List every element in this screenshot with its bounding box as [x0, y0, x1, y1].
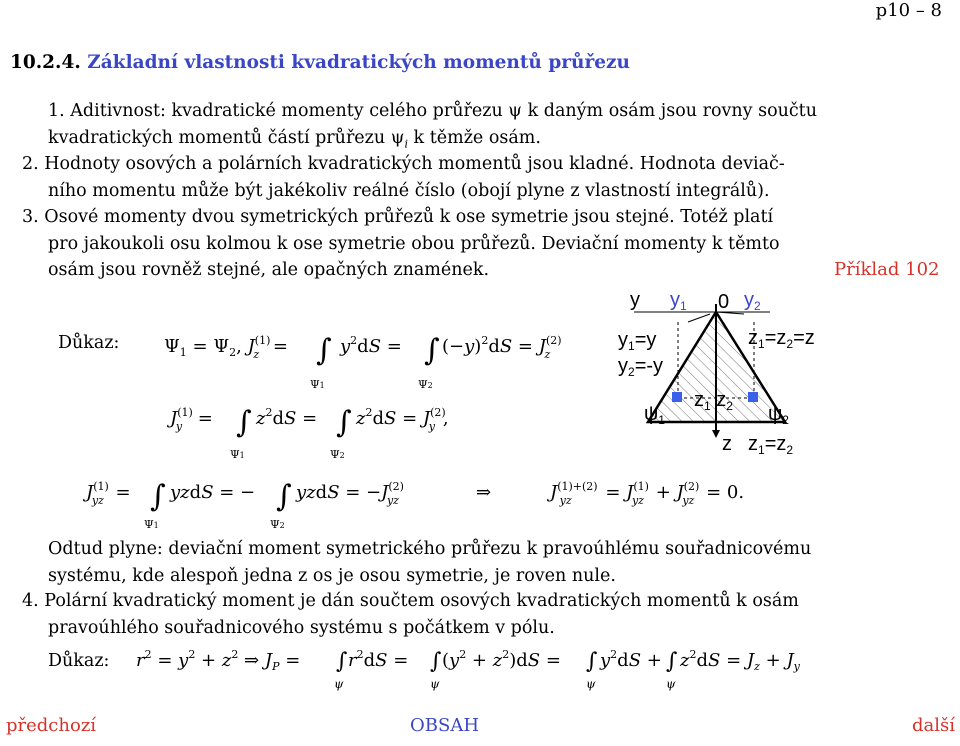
svg-text:J(1)yz =: $J^{(1)}$ yz = [86, 480, 131, 507]
section-number: 10.2.4. [10, 52, 81, 73]
svg-text:∫: ∫ [276, 479, 292, 514]
item-4 [22, 588, 799, 641]
item-1 [48, 98, 828, 158]
svg-text:ψ: ψ [666, 677, 676, 691]
svg-text:Ψ2: Ψ2 [270, 518, 285, 531]
symmetry-figure [610, 282, 830, 462]
svg-text:y2dS =: $y^2dS$ = [340, 334, 402, 357]
svg-text:Ψ2: Ψ2 [330, 448, 345, 461]
svg-text:ψ: ψ [334, 677, 344, 691]
svg-text:z2dS = J(2)y,: $z^2dS = J^{(2)}$ y , [356, 406, 449, 433]
item-1-line-2: kvadratických momentů částí průřezu $\psi_i$ k těmže osám. [48, 127, 541, 150]
label-zero: 0 [718, 291, 730, 313]
item-2-line-1: 2. Hodnoty osových a polárních kvadratických momentů jsou kladné. Hodnota deviač- [22, 154, 785, 174]
element-marker-1 [672, 392, 682, 402]
svg-text:r2dS =: $r^2dS$ = [348, 648, 409, 671]
svg-text:J(1)+(2)yz = J(1)yz + J(2)yz =: $J^{(1)+(2)}$ yz = $J^{(1)}$ yz + $J^{(2)}$ yz = 0. [550, 480, 745, 507]
label-z: z [722, 433, 732, 455]
svg-text:∫: ∫ [316, 333, 332, 368]
conclusion-line-2: systému, kde alespoň jedna z os je osou symetrie, je roven nule. [48, 565, 616, 586]
svg-text:y2dS +: $y^2dS$ + [600, 648, 662, 671]
item-3 [22, 204, 780, 284]
proof-2-equation [130, 640, 830, 696]
proof-1-eq-3 [80, 470, 820, 534]
svg-text:∫: ∫ [150, 479, 166, 514]
svg-text:∫: ∫ [666, 649, 678, 674]
label-y1-eq: $y_1=y$ [618, 329, 657, 353]
svg-text:ψ: ψ [430, 677, 440, 691]
element-marker-2 [748, 392, 758, 402]
svg-text:z2dS =: $z^2dS$ = [256, 406, 318, 429]
label-y2: $y_2$ [744, 289, 761, 313]
nav-next[interactable]: další [912, 715, 956, 736]
svg-text:r2 = y2 + z2 ⇒ JP =: $r^2 = y^2 + z^2$ ⇒ $J_P$ = [136, 648, 301, 673]
svg-text:(−y)2dS = J(2)z: $(-y)^2dS = J^{(2)}$ z [442, 334, 562, 361]
svg-text:∫: ∫ [586, 649, 598, 674]
label-psi2: $\psi_2$ [768, 403, 789, 427]
svg-text:yzdS = −J(2)yz: yzdS = $-J^{(2)}$ yz [296, 480, 404, 507]
section-title: Základní vlastnosti kvadratických momentů průřezu [87, 52, 630, 73]
item-3-line-2: pro jakoukoli osu kolmou k ose symetrie obou průřezů. Deviační momenty k těmto [48, 233, 780, 254]
svg-text:∫: ∫ [424, 333, 440, 368]
nav-previous[interactable]: předchozí [6, 715, 97, 736]
svg-text:∫: ∫ [430, 649, 442, 674]
proof-1-eq-1 [164, 333, 562, 391]
svg-text:Ψ1 = Ψ2, J(1)z =: $\Psi_1 = \Psi_2$, $J^{(1)}$ z = [164, 334, 288, 361]
svg-text:Ψ1: Ψ1 [144, 518, 159, 531]
label-psi1: $\psi_1$ [644, 403, 665, 427]
label-y2-eq: $y_2=-y$ [618, 355, 664, 379]
svg-text:Ψ1: Ψ1 [230, 448, 245, 461]
proof-2-label: Důkaz: [48, 651, 110, 671]
svg-text:⇒: ⇒ [476, 482, 492, 503]
conclusion [48, 536, 811, 589]
svg-text:∫: ∫ [336, 649, 348, 674]
item-2 [22, 151, 785, 204]
label-y1: $y_1$ [670, 289, 687, 313]
section-heading [10, 52, 630, 73]
item-4-line-2: pravoúhlého souřadnicového systému s počátkem v pólu. [48, 617, 555, 638]
item-1-line-1: 1. Aditivnost: kvadratické momenty celého průřezu ψ k daným osám jsou rovny součtu [48, 101, 817, 121]
item-3-line-3: osám jsou rovněž stejné, ale opačných znamének. [48, 260, 490, 280]
svg-text:∫: ∫ [236, 405, 252, 440]
item-4-line-1: 4. Polární kvadratický moment je dán součtem osových kvadratických momentů k osám [22, 591, 799, 611]
svg-text:Ψ1: Ψ1 [310, 378, 325, 391]
svg-text:J(1)y =: $J^{(1)}$ y = [170, 406, 213, 433]
page-number: p10 – 8 [875, 0, 942, 21]
label-z1-z2: $z_1$ $z_2$ [694, 389, 733, 413]
nav-contents[interactable]: OBSAH [410, 715, 480, 736]
conclusion-line-1: Odtud plyne: deviační moment symetrického průřezu k pravoúhlému souřadnicovému [48, 539, 812, 559]
svg-text:z2dS = Jz + Jy: $z^2dS = J_z + J_y$ [680, 648, 800, 673]
item-3-line-1: 3. Osové momenty dvou symetrických průřezů k ose symetrie jsou stejné. Totéž platí [22, 207, 774, 227]
svg-text:(y2 + z2)dS =: $(y^2 + z^2)dS$ = [442, 648, 561, 671]
label-z1z2z: $z_1=z_2=z$ [748, 327, 815, 351]
svg-text:yzdS = −: yzdS = − [170, 482, 256, 503]
proof-1-eq-2 [166, 405, 449, 461]
proof-1-label: Důkaz: [58, 333, 120, 353]
svg-text:∫: ∫ [336, 405, 352, 440]
item-2-line-2: ního momentu může být jakékoliv reálné číslo (obojí plyne z vlastností integrálů). [48, 180, 770, 201]
label-z1z2: $z_1=z_2$ [748, 433, 794, 457]
svg-text:Ψ2: Ψ2 [418, 378, 433, 391]
label-y: y [630, 289, 640, 311]
example-102-link[interactable]: Příklad 102 [834, 259, 940, 280]
svg-text:ψ: ψ [586, 677, 596, 691]
